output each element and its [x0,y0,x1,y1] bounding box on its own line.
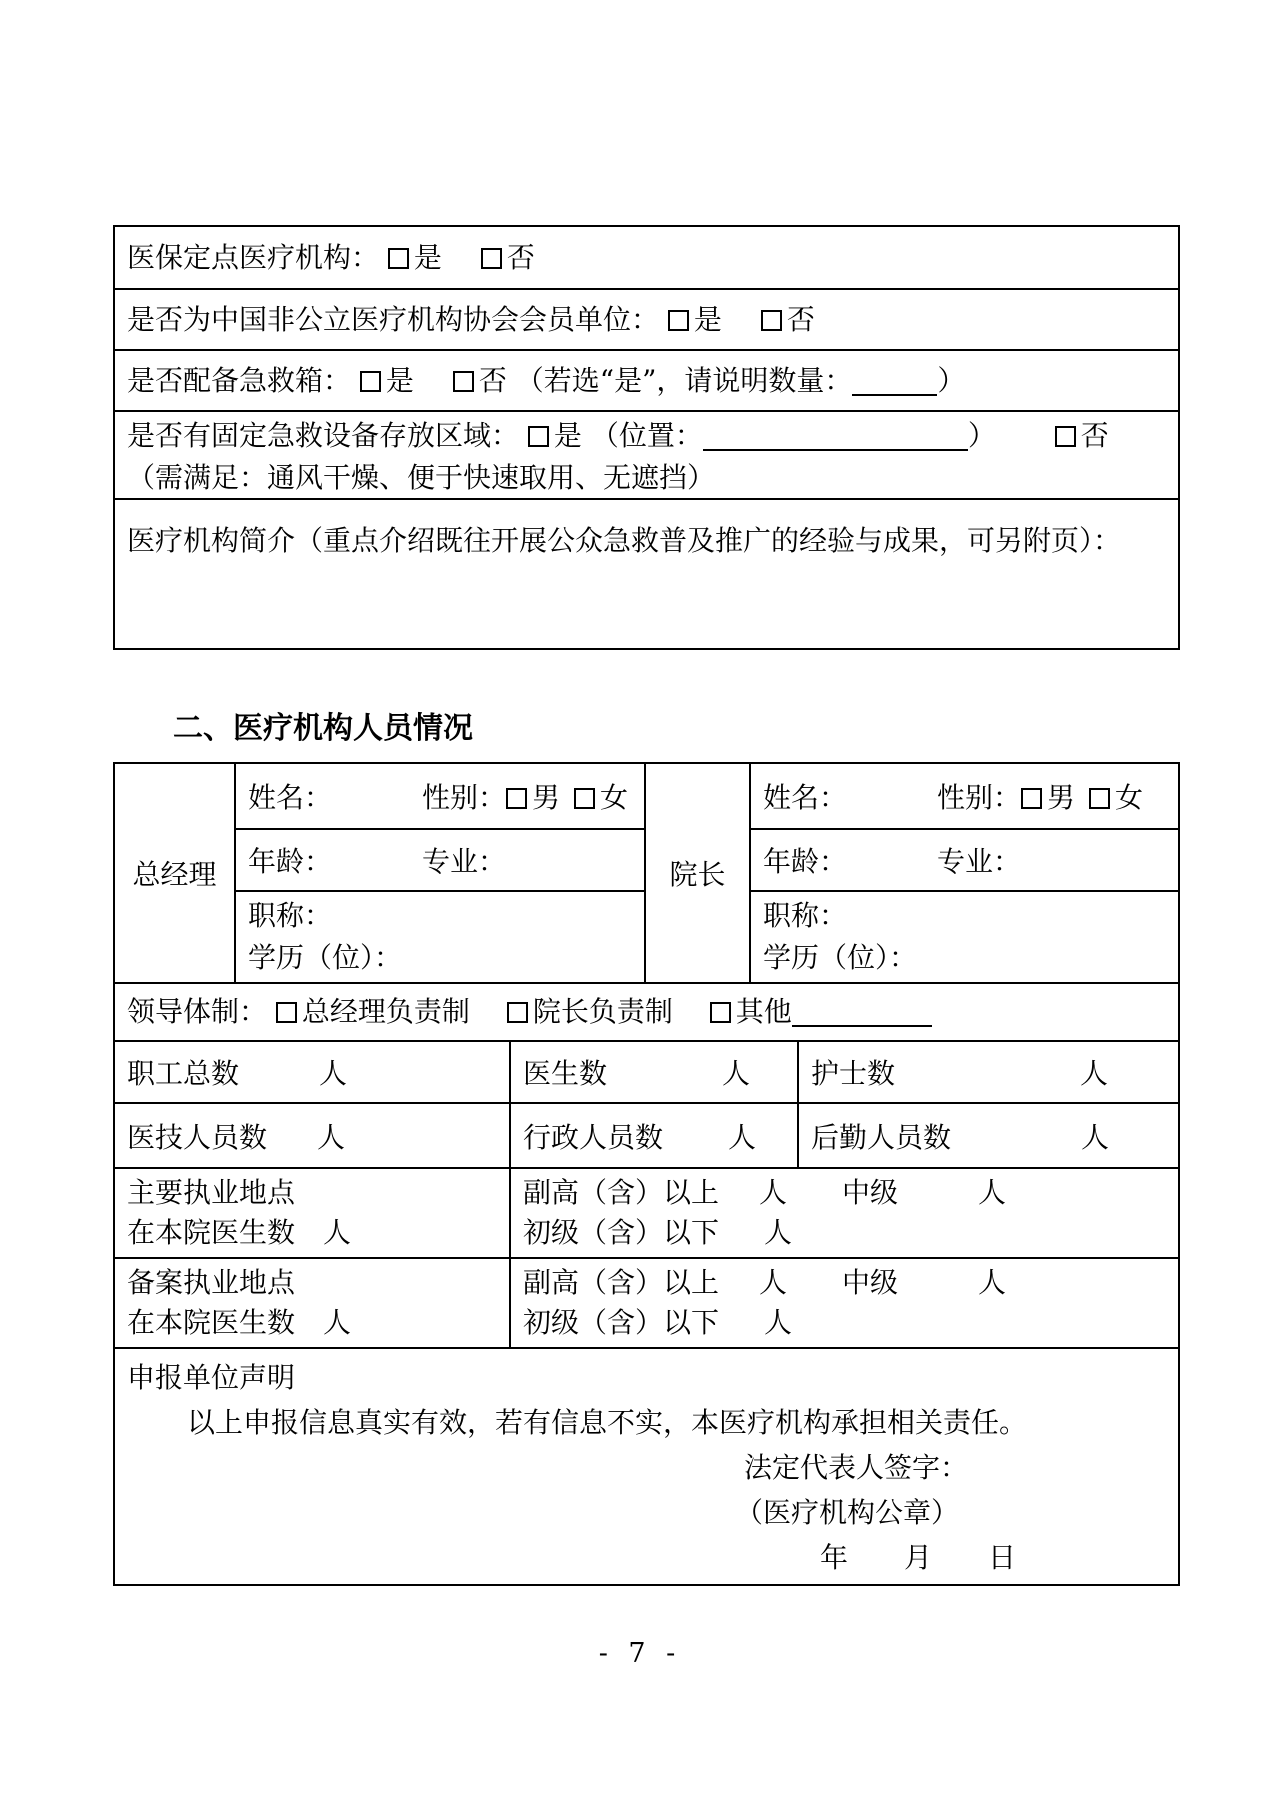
checkbox-icon[interactable] [360,371,381,392]
staff-admin-cell [511,1104,799,1167]
date-label: 年 月 日 [820,1541,1031,1574]
association-yes-option[interactable] [668,303,722,336]
filed-practice-unit: 人 [323,1306,352,1340]
gm-age-major-cell [236,830,646,892]
storage-area-row [115,412,1178,500]
gm-name-label: 姓名： [248,781,333,814]
gm-prof-title-label: 职称： [248,899,333,933]
location-prefix: （位置： [590,419,703,452]
insurance-yes-option[interactable] [388,241,442,274]
staff-nurses-cell [799,1042,1178,1104]
staff-medtech-cell [115,1104,511,1167]
yes-label: 是 [385,364,414,397]
insurance-row [115,227,1178,290]
dean-prof-title-label: 职称： [763,899,848,933]
main-ranks-line2 [523,1216,1178,1250]
quantity-note-prefix: （若选“是”，请说明数量： [515,364,853,397]
staff-total-unit: 人 [319,1057,348,1090]
female-label: 女 [1115,781,1144,814]
checkbox-icon[interactable] [528,426,549,447]
checkbox-icon[interactable] [1089,788,1110,809]
gm-female-option[interactable] [574,776,628,816]
firstaid-yes-option[interactable] [360,364,414,397]
firstaid-kit-row [115,351,1178,412]
main-practice-ranks-cell [511,1169,1178,1257]
gm-age-label: 年龄： [248,845,333,878]
junior-rank-unit: 人 [764,1216,793,1250]
male-label: 男 [1047,781,1076,814]
institution-attributes-table [113,225,1180,650]
no-label: 否 [506,241,535,274]
firstaid-kit-label: 是否配备急救箱： [127,364,352,397]
storage-yes-option[interactable] [528,419,582,452]
staff-logistics-cell [799,1104,1178,1167]
dean-gender-label: 性别： [937,781,1022,814]
middle-rank-unit: 人 [978,1175,1007,1209]
junior-rank-label: 初级（含）以下 [523,1216,720,1250]
dean-age-major-cell [751,830,1178,892]
gm-header-cell: 总经理 [115,764,236,982]
checkbox-icon[interactable] [761,310,782,331]
filed-practice-ranks-cell [511,1259,1178,1347]
staff-medtech-label: 医技人员数 [127,1120,268,1154]
yes-label: 是 [693,303,722,336]
checkbox-icon[interactable] [276,1002,297,1023]
leadership-other-blank-field[interactable] [792,1001,932,1027]
dean-female-option[interactable] [1089,776,1143,816]
checkbox-icon[interactable] [710,1002,731,1023]
storage-no-option[interactable] [1055,419,1109,452]
insurance-label: 医保定点医疗机构： [127,241,380,274]
staff-total-label: 职工总数 [127,1057,240,1090]
main-practice-line2 [127,1216,509,1250]
checkbox-icon[interactable] [1021,788,1042,809]
checkbox-icon[interactable] [506,788,527,809]
legal-representative-signature-label: 法定代表人签字： [744,1451,969,1484]
staff-doctors-label: 医生数 [523,1057,608,1090]
no-label: 否 [478,364,507,397]
firstaid-no-option[interactable] [453,364,507,397]
staff-admin-label: 行政人员数 [523,1120,664,1154]
dean-male-option[interactable] [1021,776,1075,816]
dean-age-label: 年龄： [763,845,848,878]
gm-name-gender-cell [236,764,646,830]
dean-name-gender-cell [751,764,1178,830]
leadership-gm-label: 总经理负责制 [301,995,470,1028]
male-label: 男 [532,781,561,814]
staff-total-cell [115,1042,511,1104]
page-number: - 7 - [598,1638,682,1669]
storage-label: 是否有固定急救设备存放区域： [127,419,520,452]
leadership-dean-option[interactable] [507,995,673,1028]
staff-logistics-label: 后勤人员数 [811,1120,952,1154]
location-blank-field[interactable] [703,425,968,451]
gm-title-education-cell [236,892,646,982]
declaration-title: 申报单位声明 [127,1361,296,1394]
dean-header-cell: 院长 [646,764,751,982]
filed-ranks-line2 [523,1306,1178,1340]
storage-requirement-note: （需满足：通风干燥、便于快速取用、无遮挡） [127,461,716,494]
checkbox-icon[interactable] [388,248,409,269]
middle-rank-unit: 人 [978,1265,1007,1299]
senior-rank-label: 副高（含）以上 [523,1265,720,1299]
declaration-cell [115,1349,1178,1584]
dean-education-label: 学历（位）： [763,940,918,974]
checkbox-icon[interactable] [668,310,689,331]
dean-major-label: 专业： [937,845,1022,878]
staff-nurses-label: 护士数 [811,1057,896,1090]
insurance-no-option[interactable] [481,241,535,274]
middle-rank-label: 中级 [842,1265,899,1299]
main-ranks-line1 [523,1176,1178,1210]
institution-intro-row[interactable] [115,500,1178,648]
staff-doctors-unit: 人 [722,1057,751,1090]
association-member-row [115,290,1178,351]
no-label: 否 [786,303,815,336]
checkbox-icon[interactable] [481,248,502,269]
filed-ranks-line1 [523,1266,1178,1300]
staff-admin-unit: 人 [728,1120,757,1154]
association-label: 是否为中国非公立医疗机构协会会员单位： [127,303,660,336]
dean-title-education-cell [751,892,1178,982]
senior-rank-unit: 人 [759,1265,788,1299]
leadership-other-label: 其他 [735,995,792,1028]
location-suffix: ） [967,419,996,452]
filed-practice-line2-label: 在本院医生数 [127,1306,296,1340]
main-practice-line2-label: 在本院医生数 [127,1216,296,1250]
leadership-label: 领导体制： [127,995,268,1028]
middle-rank-label: 中级 [842,1175,899,1209]
staff-logistics-unit: 人 [1081,1120,1110,1154]
storage-area-line1 [127,415,1178,457]
yes-label: 是 [413,241,442,274]
institution-seal-label: （医疗机构公章） [735,1496,960,1529]
staff-counts-grid [115,1042,1178,1169]
gm-gender-label: 性别： [422,781,507,814]
checkbox-icon[interactable] [507,1002,528,1023]
filed-practice-doctors-cell [115,1259,511,1347]
senior-rank-label: 副高（含）以上 [523,1175,720,1209]
filed-practice-line1: 备案执业地点 [127,1265,296,1299]
filed-practice-row [115,1259,1178,1349]
no-label: 否 [1080,419,1109,452]
intro-label: 医疗机构简介（重点介绍既往开展公众急救普及推广的经验与成果，可另附页）： [127,524,1122,557]
main-practice-line1: 主要执业地点 [127,1175,296,1209]
staff-nurses-unit: 人 [1080,1057,1109,1090]
filed-practice-line2 [127,1306,509,1340]
checkbox-icon[interactable] [574,788,595,809]
association-no-option[interactable] [761,303,815,336]
main-practice-doctors-cell [115,1169,511,1257]
personnel-table [113,762,1180,1586]
checkbox-icon[interactable] [1055,426,1076,447]
senior-rank-unit: 人 [759,1175,788,1209]
main-practice-unit: 人 [323,1216,352,1250]
leadership-system-row [115,984,1178,1042]
gm-major-label: 专业： [422,845,507,878]
staff-doctors-cell [511,1042,799,1104]
leadership-other-option[interactable] [710,995,792,1028]
leadership-gm-option[interactable] [276,995,470,1028]
junior-rank-label: 初级（含）以下 [523,1306,720,1340]
leadership-dean-label: 院长负责制 [532,995,673,1028]
junior-rank-unit: 人 [764,1306,793,1340]
quantity-note-suffix: ） [937,364,966,397]
declaration-body: 以上申报信息真实有效，若有信息不实，本医疗机构承担相关责任。 [187,1406,1028,1439]
yes-label: 是 [553,419,582,452]
staff-medtech-unit: 人 [317,1120,346,1154]
quantity-blank-field[interactable] [852,370,937,396]
female-label: 女 [600,781,629,814]
section-title: 二、医疗机构人员情况 [173,711,473,746]
gm-education-label: 学历（位）： [248,940,403,974]
gm-dean-block [115,764,1178,984]
dean-name-label: 姓名： [763,781,848,814]
gm-male-option[interactable] [506,776,560,816]
main-practice-row [115,1169,1178,1259]
checkbox-icon[interactable] [453,371,474,392]
